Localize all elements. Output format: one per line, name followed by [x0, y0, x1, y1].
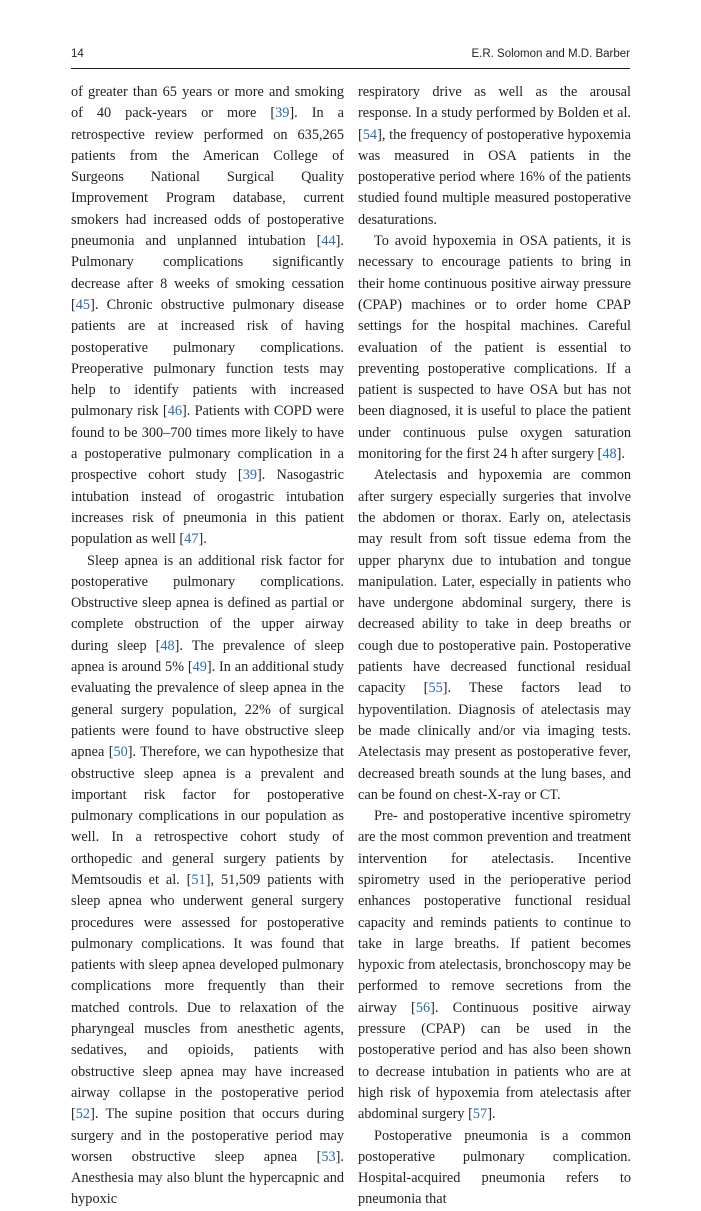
- citation-link[interactable]: 56: [415, 999, 431, 1016]
- citation-link[interactable]: 52: [75, 1106, 91, 1123]
- page-number: 14: [71, 48, 84, 60]
- citation-link[interactable]: 44: [321, 233, 336, 250]
- paragraph-text: ]. Therefore, we can hypothesize that obstructive sleep apnea is a prevalent and important risk factor for postoperative pulmonary complications in our population as well. In a retrospective cohort study of orthopedic and general surgery patients by Memtsoudis et al. [: [71, 744, 345, 888]
- paragraph-text: ]. These factors lead to hypoventilation. Diagnosis of atelectasis may be made clinically and/or via imaging tests. Atelectasis may present as postoperative fever, decreased breath sounds at the lung bases, and can be found on chest-X-ray or CT.: [358, 680, 631, 803]
- paragraph-text: Postoperative pneumonia is a common postoperative pulmonary complication. Hospital-acquired pneumonia refers to pneumonia that: [358, 1127, 631, 1208]
- paragraph: [358, 465, 631, 806]
- paragraph-text: ]. Patients with COPD were found to be 300–700 times more likely to have a postoperative pulmonary complication in a prospective cohort study [: [71, 403, 344, 484]
- text-column-left: [71, 82, 344, 1211]
- citation-link[interactable]: 48: [602, 446, 617, 463]
- paragraph-text: ]. In a retrospective review performed on 635,265 patients from the American College of Surgeons National Surgical Quality Improvement Program database, current smokers had increased odds of postoperative pneumonia and unplanned intubation [: [71, 105, 344, 250]
- paragraph-text: Atelectasis and hypoxemia are common after surgery especially surgeries that involve the abdomen or thorax. Early on, atelectasis may result from soft tissue edema from the upper pharynx due to intubation and tongue manipulation. Later, especially in patients who have undergone abdominal surgery, there is decreased ability to take in deep breaths or cough due to postoperative pain. Postoperative patients have decreased functional residual capacity [: [358, 467, 631, 697]
- paragraph-text: ]. In an additional study evaluating the prevalence of sleep apnea in the general surgery population, 22% of surgical patients were found to have obstructive sleep apnea [: [71, 659, 344, 761]
- citation-link[interactable]: 45: [75, 296, 91, 313]
- paragraph-text: Pre- and postoperative incentive spirometry are the most common prevention and treatment intervention for atelectasis. Incentive spirometry used in the perioperative period enhances postoperative functional residual capacity and reminds patients to continue to take in large breaths. If patient becomes hypoxic from atelectasis, bronchoscopy may be performed to remove secretions from the airway [: [358, 808, 631, 1016]
- citation-link[interactable]: 39: [275, 105, 290, 122]
- citation-link[interactable]: 47: [184, 531, 199, 548]
- paragraph-text: ]. The supine position that occurs during surgery and in the postoperative period may worsen obstructive sleep apnea [: [71, 1106, 344, 1165]
- text-column-right: [358, 82, 631, 1211]
- paragraph: [358, 82, 631, 231]
- running-head-authors: E.R. Solomon and M.D. Barber: [471, 48, 630, 60]
- citation-link[interactable]: 46: [167, 403, 182, 420]
- paragraph: [358, 231, 631, 465]
- citation-link[interactable]: 39: [242, 467, 257, 484]
- paragraph: [358, 806, 631, 1125]
- paragraph-text: To avoid hypoxemia in OSA patients, it is necessary to encourage patients to bring in their home continuous positive airway pressure (CPAP) machines or to order home CPAP settings for the hospital machines. Careful evaluation of the patient is essential to preventing postoperative complications. If a patient is suspected to have OSA but has not been diagnosed, it is useful to place the patient under continuous pulse oxygen saturation monitoring for the first 24 h after surgery [: [358, 233, 631, 463]
- header-rule: [71, 68, 630, 69]
- paragraph-text: ], 51,509 patients with sleep apnea who underwent general surgery procedures were assessed for postoperative pulmonary complications. It was found that patients with sleep apnea developed pulmonary complications more frequently than their matched controls. Due to relaxation of the pharyngeal muscles from anesthetic agents, sedatives, and opioids, patients with obstructive sleep apnea may have increased airway collapse in the postoperative period [: [71, 871, 345, 1123]
- paragraph-text: respiratory drive as well as the arousal response. In a study performed by Bolden et al. [: [358, 84, 631, 143]
- paragraph-text: ]. Pulmonary complications significantly decrease after 8 weeks of smoking cessation [: [71, 233, 344, 313]
- citation-link[interactable]: 48: [160, 637, 175, 654]
- citation-link[interactable]: 51: [191, 871, 206, 888]
- paragraph: [71, 82, 344, 551]
- running-header: [71, 47, 630, 65]
- paragraph-text: ], the frequency of postoperative hypoxemia was measured in OSA patients in the postoperative period where 16% of the patients studied found multiple measured postoperative desaturations.: [358, 126, 631, 228]
- citation-link[interactable]: 55: [428, 680, 443, 697]
- paragraph-text: ]. Nasogastric intubation instead of orogastric intubation increases risk of pneumonia in this patient population as well [: [71, 467, 345, 548]
- paragraph-text: ]. Anesthesia may also blunt the hypercapnic and hypoxic: [71, 1148, 344, 1208]
- paragraph-text: ].: [487, 1106, 496, 1123]
- citation-link[interactable]: 57: [472, 1106, 488, 1123]
- paragraph-text: ].: [198, 531, 207, 548]
- citation-link[interactable]: 50: [113, 744, 128, 761]
- citation-link[interactable]: 54: [362, 126, 378, 143]
- paragraph-text: Sleep apnea is an additional risk factor for postoperative pulmonary complications. Obstructive sleep apnea is defined as partial or complete obstruction of the upper airway during sleep [: [71, 552, 344, 654]
- paragraph-text: ]. Chronic obstructive pulmonary disease patients are at increased risk of having postoperative pulmonary complications. Preoperative pulmonary function tests may help to identify patients with increased pulmonary risk [: [71, 296, 344, 420]
- paragraph-text: ].: [616, 446, 625, 463]
- paragraph-text: ]. Continuous positive airway pressure (CPAP) can be used in the postoperative period and has also been shown to decrease intubation in patients who are at high risk of hypoxemia from atelectasis after abdominal surgery [: [358, 999, 631, 1123]
- paragraph-text: of greater than 65 years or more and smoking of 40 pack-years or more [: [71, 84, 344, 122]
- paragraph-text: ]. The prevalence of sleep apnea is around 5% [: [71, 637, 344, 676]
- citation-link[interactable]: 53: [321, 1148, 336, 1165]
- paragraph: [358, 1126, 631, 1211]
- paragraph: [71, 551, 344, 1211]
- citation-link[interactable]: 49: [192, 659, 207, 676]
